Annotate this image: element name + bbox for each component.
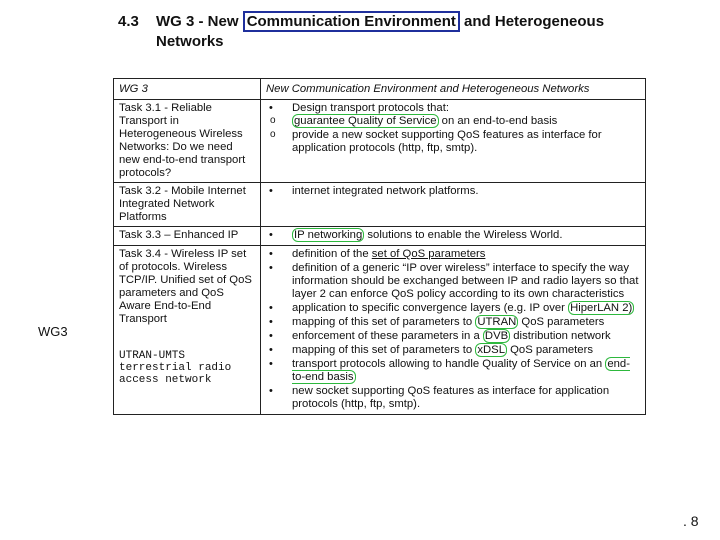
bullet-text: mapping of this set of parameters to: [292, 316, 476, 328]
bullet-text: mapping of this set of parameters to: [292, 344, 476, 356]
wg3-table: [113, 78, 646, 415]
bullet-text: Design transport protocols that:: [292, 102, 449, 114]
list-item: [266, 316, 640, 329]
heading-prefix: WG 3 - New: [156, 13, 243, 30]
sub-list-item: [266, 115, 640, 128]
green-highlight: UTRAN: [477, 316, 517, 328]
bullet-text: distribution network: [510, 330, 611, 342]
table-row: [114, 100, 646, 183]
bullet-list: [266, 185, 640, 198]
task-3-4-text: Task 3.4 - Wireless IP set of protocols. Wireless TCP/IP. Unified set of QoS parameters and QoS Aware End-to-End Transport: [119, 248, 252, 325]
green-highlight: guarantee Quality of Service: [294, 115, 437, 127]
bullet-text: definition of the: [292, 248, 372, 260]
heading-highlight: Communication Environment: [243, 11, 460, 32]
green-highlight: end-to-end basis: [292, 358, 630, 383]
table-row: [114, 246, 646, 415]
side-label: WG3: [38, 324, 68, 339]
task-3-3-cell: Task 3.3 – Enhanced IP: [114, 227, 261, 246]
bullet-text: QoS parameters: [518, 316, 605, 328]
list-item: [266, 344, 640, 357]
sub-text: on an end-to-end basis: [438, 115, 558, 127]
bullet-list: [266, 248, 640, 411]
list-item: • new socket supporting QoS features as interface for application protocols (http, ftp, smtp).: [266, 385, 640, 411]
list-item: [266, 229, 640, 242]
list-item: [266, 330, 640, 343]
bullet-list: [266, 102, 640, 155]
sub-list-item: o provide a new socket supporting QoS features as interface for application protocols (http, ftp, smtp).: [266, 129, 640, 155]
table-row: [114, 227, 646, 246]
task-3-2-content: [261, 183, 646, 227]
heading-line2: Networks: [156, 33, 224, 50]
bullet-text: QoS parameters: [506, 344, 594, 356]
list-item: [266, 102, 640, 155]
sub-list: [266, 115, 640, 155]
task-3-2-cell: Task 3.2 - Mobile Internet Integrated Network Platforms: [114, 183, 261, 227]
task-3-1-content: [261, 100, 646, 183]
list-item: [266, 358, 640, 384]
section-number: 4.3: [118, 13, 139, 30]
green-highlight: HiperLAN 2): [570, 302, 633, 314]
list-item: [266, 248, 640, 261]
underlined-text: set of QoS parameters: [371, 248, 486, 260]
header-left-cell: WG 3: [114, 79, 261, 100]
handwritten-note: UTRAN-UMTS terrestrial radio access network: [119, 350, 232, 386]
heading-suffix: and Heterogeneous: [459, 13, 605, 30]
task-3-4-content: [261, 246, 646, 415]
table-row: [114, 183, 646, 227]
list-item: [266, 302, 640, 315]
header-right-cell: New Communication Environment and Heterogeneous Networks: [261, 79, 646, 100]
heading-line1: [118, 12, 604, 32]
page-number: . 8: [683, 513, 699, 529]
green-highlight: xDSL: [477, 344, 505, 356]
bullet-text: application to specific convergence layers (e.g. IP over: [292, 302, 569, 314]
task-3-3-content: [261, 227, 646, 246]
section-heading: [118, 12, 604, 52]
table-header-row: [114, 79, 646, 100]
task-3-4-cell: [114, 246, 261, 415]
green-highlight: IP networking: [294, 229, 363, 241]
bullet-list: [266, 229, 640, 242]
list-item: • definition of a generic “IP over wireless” interface to specify the way information should be exchanged between IP and radio layers so that layer 2 can enforce QoS policy according to its own characteristics: [266, 262, 640, 301]
list-item: • internet integrated network platforms.: [266, 185, 640, 198]
green-highlight: DVB: [484, 330, 509, 342]
bullet-text: enforcement of these parameters in a: [292, 330, 483, 342]
task-3-1-cell: Task 3.1 - Reliable Transport in Heterogeneous Wireless Networks: Do we need new end-to-end transport protocols?: [114, 100, 261, 183]
bullet-text: transport protocols allowing to handle Quality of Service on an: [292, 358, 606, 370]
bullet-text: solutions to enable the Wireless World.: [364, 229, 563, 241]
